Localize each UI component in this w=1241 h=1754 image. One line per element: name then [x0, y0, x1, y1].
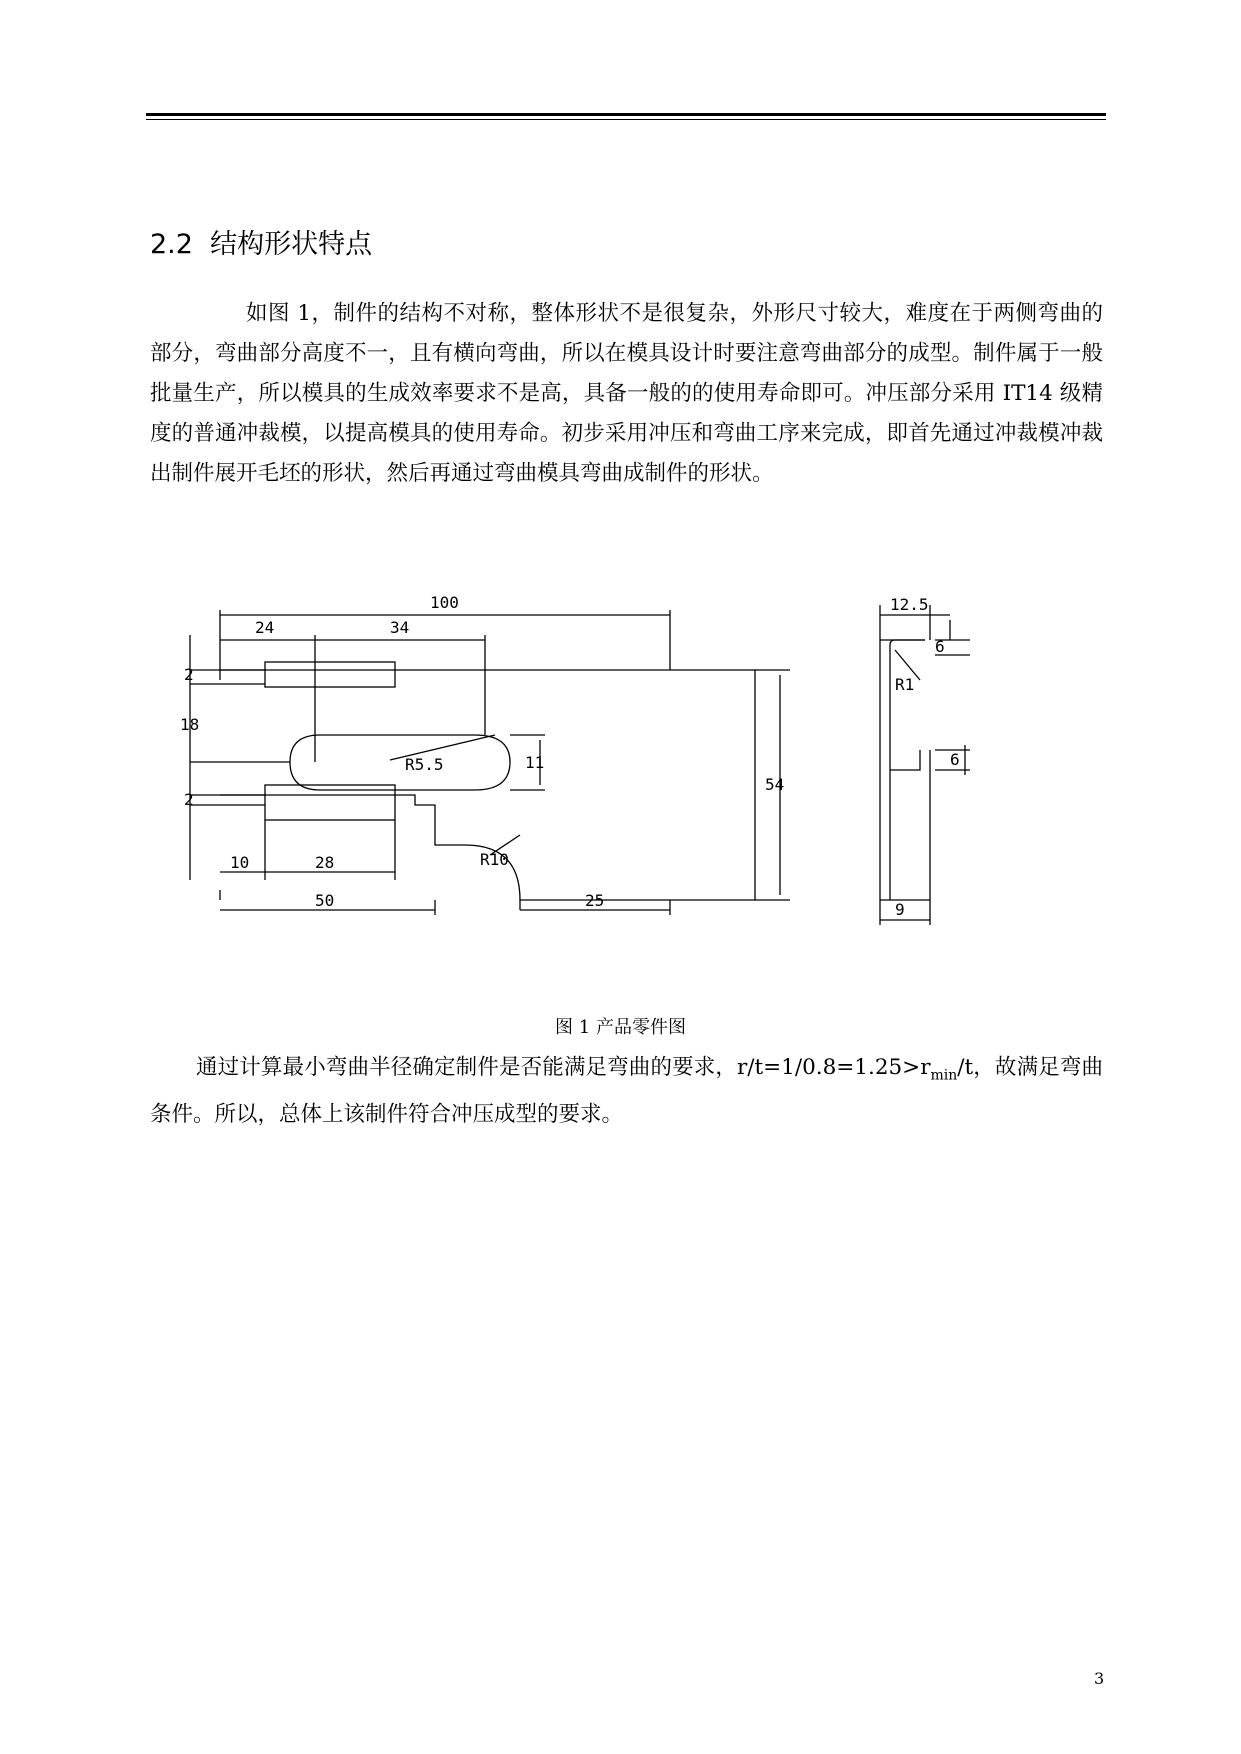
- section-number: 2.2: [150, 229, 193, 260]
- section-heading: [150, 222, 372, 261]
- dim-top-left: 24: [255, 618, 275, 637]
- dim-bottom-right: 25: [585, 891, 605, 910]
- page-number: 3: [1094, 1669, 1105, 1688]
- dim-side-top: 12.5: [890, 595, 929, 614]
- section-title: 结构形状特点: [210, 229, 373, 260]
- body-paragraph-2: [150, 1048, 1103, 1135]
- dim-left-upper: 18: [180, 715, 200, 734]
- header-rule: [146, 113, 1106, 116]
- para2-subscript: min: [930, 1067, 958, 1084]
- para2-after: /t，故满足弯曲条件。所以，总体上该制件符合冲压成型的要求。: [150, 1055, 1103, 1128]
- dim-top-mid: 34: [390, 618, 410, 637]
- dim-side-bottom: 9: [895, 900, 905, 919]
- dim-left-top-gap: 2: [184, 665, 194, 684]
- dim-overall-width: 100: [430, 593, 459, 612]
- dim-side-lower-right: 6: [950, 750, 960, 769]
- dim-right-height: 54: [765, 775, 785, 794]
- part-drawing: [180, 580, 1090, 1000]
- figure-caption: 图 1 产品零件图: [555, 1017, 686, 1038]
- header-rule-thin: [146, 119, 1106, 120]
- dim-slot-height: 11: [525, 753, 545, 772]
- dim-bottom-left-b: 28: [315, 853, 335, 872]
- dim-bottom-total: 50: [315, 891, 335, 910]
- dim-notch-radius: R10: [480, 850, 509, 869]
- body-paragraph-1: 如图 1，制件的结构不对称，整体形状不是很复杂，外形尺寸较大，难度在于两侧弯曲的部分，弯曲部分高度不一，且有横向弯曲，所以在模具设计时要注意弯曲部分的成型。制件属于一般批量生产，所以模具的生成效率要求不是高，具备一般的的使用寿命即可。冲压部分采用 IT14 级精度的普通冲裁模，以提高模具的使用寿命。初步采用冲压和弯曲工序来完成，即首先通过冲裁模冲裁出制件展开毛坯的形状，然后再通过弯曲模具弯曲成制件的形状。: [150, 301, 1103, 486]
- dim-bottom-left-a: 10: [230, 853, 250, 872]
- dim-left-lower-gap: 2: [184, 790, 194, 809]
- dim-side-radius: R1: [895, 675, 915, 694]
- para2-before: 通过计算最小弯曲半径确定制件是否能满足弯曲的要求，r/t=1/0.8=1.25>r: [196, 1055, 931, 1080]
- dim-side-top-right: 6: [935, 637, 945, 656]
- dim-slot-radius: R5.5: [405, 755, 444, 774]
